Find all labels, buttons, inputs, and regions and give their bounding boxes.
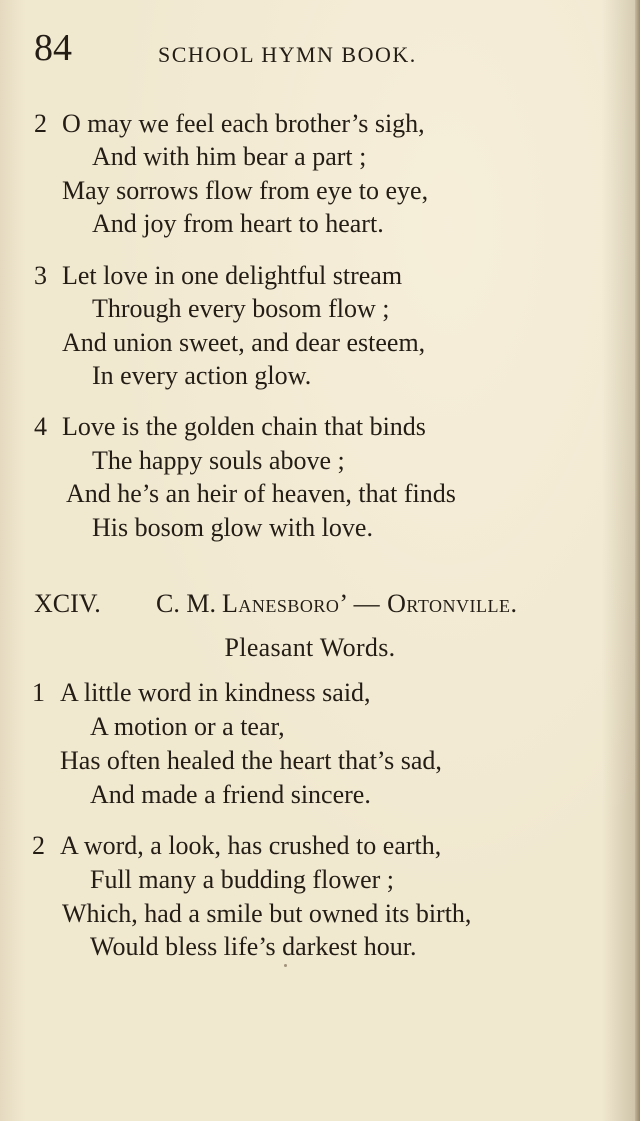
verse-line: Through every bosom flow ; — [92, 294, 390, 323]
verse-line: A little word in kindness said, — [60, 678, 371, 707]
hymn-meter: C. M. — [156, 589, 216, 618]
hymn-title: Pleasant Words. — [224, 633, 396, 662]
verse-line: A word, a look, has crushed to earth, — [60, 831, 442, 860]
verse-line: The happy souls above ; — [92, 446, 345, 475]
hymn-tunes: Lanesboro’ — Ortonville. — [222, 589, 518, 618]
stanza-number: 1 — [32, 678, 45, 707]
verse-line: May sorrows flow from eye to eye, — [62, 176, 429, 205]
verse-line: And union sweet, and dear esteem, — [62, 328, 426, 357]
hymn-number: XCIV. — [34, 589, 101, 618]
stanza-number: 2 — [32, 831, 45, 860]
hymn-heading — [34, 588, 594, 622]
verse-line: And made a friend sincere. — [90, 780, 371, 809]
verse-line: Full many a budding flower ; — [90, 865, 395, 894]
verse-line: Has often healed the heart that’s sad, — [60, 746, 442, 775]
stanza-number: 4 — [34, 412, 47, 441]
page-header — [34, 28, 594, 78]
verse-line: A motion or a tear, — [90, 712, 285, 741]
stanza-number: 3 — [34, 261, 47, 290]
verse-line: Let love in one delightful stream — [62, 261, 403, 290]
verse-line: His bosom glow with love. — [92, 513, 373, 542]
verse-line: Love is the golden chain that binds — [62, 412, 426, 441]
running-head: SCHOOL HYMN BOOK. — [158, 42, 417, 67]
page-number: 84 — [34, 27, 72, 69]
verse-line: Would bless life’s darkest hour. — [90, 932, 417, 961]
verse-line: Which, had a smile but owned its birth, — [62, 899, 472, 928]
verse-line: In every action glow. — [92, 361, 312, 390]
verse-line: O may we feel each brother’s sigh, — [62, 109, 425, 138]
page-edge — [635, 0, 640, 1121]
verse-line: And he’s an heir of heaven, that finds — [66, 479, 456, 508]
verse-line: And joy from heart to heart. — [92, 209, 384, 238]
stanza-number: 2 — [34, 109, 47, 138]
ink-speck — [284, 964, 287, 967]
verse-line: And with him bear a part ; — [92, 142, 367, 171]
